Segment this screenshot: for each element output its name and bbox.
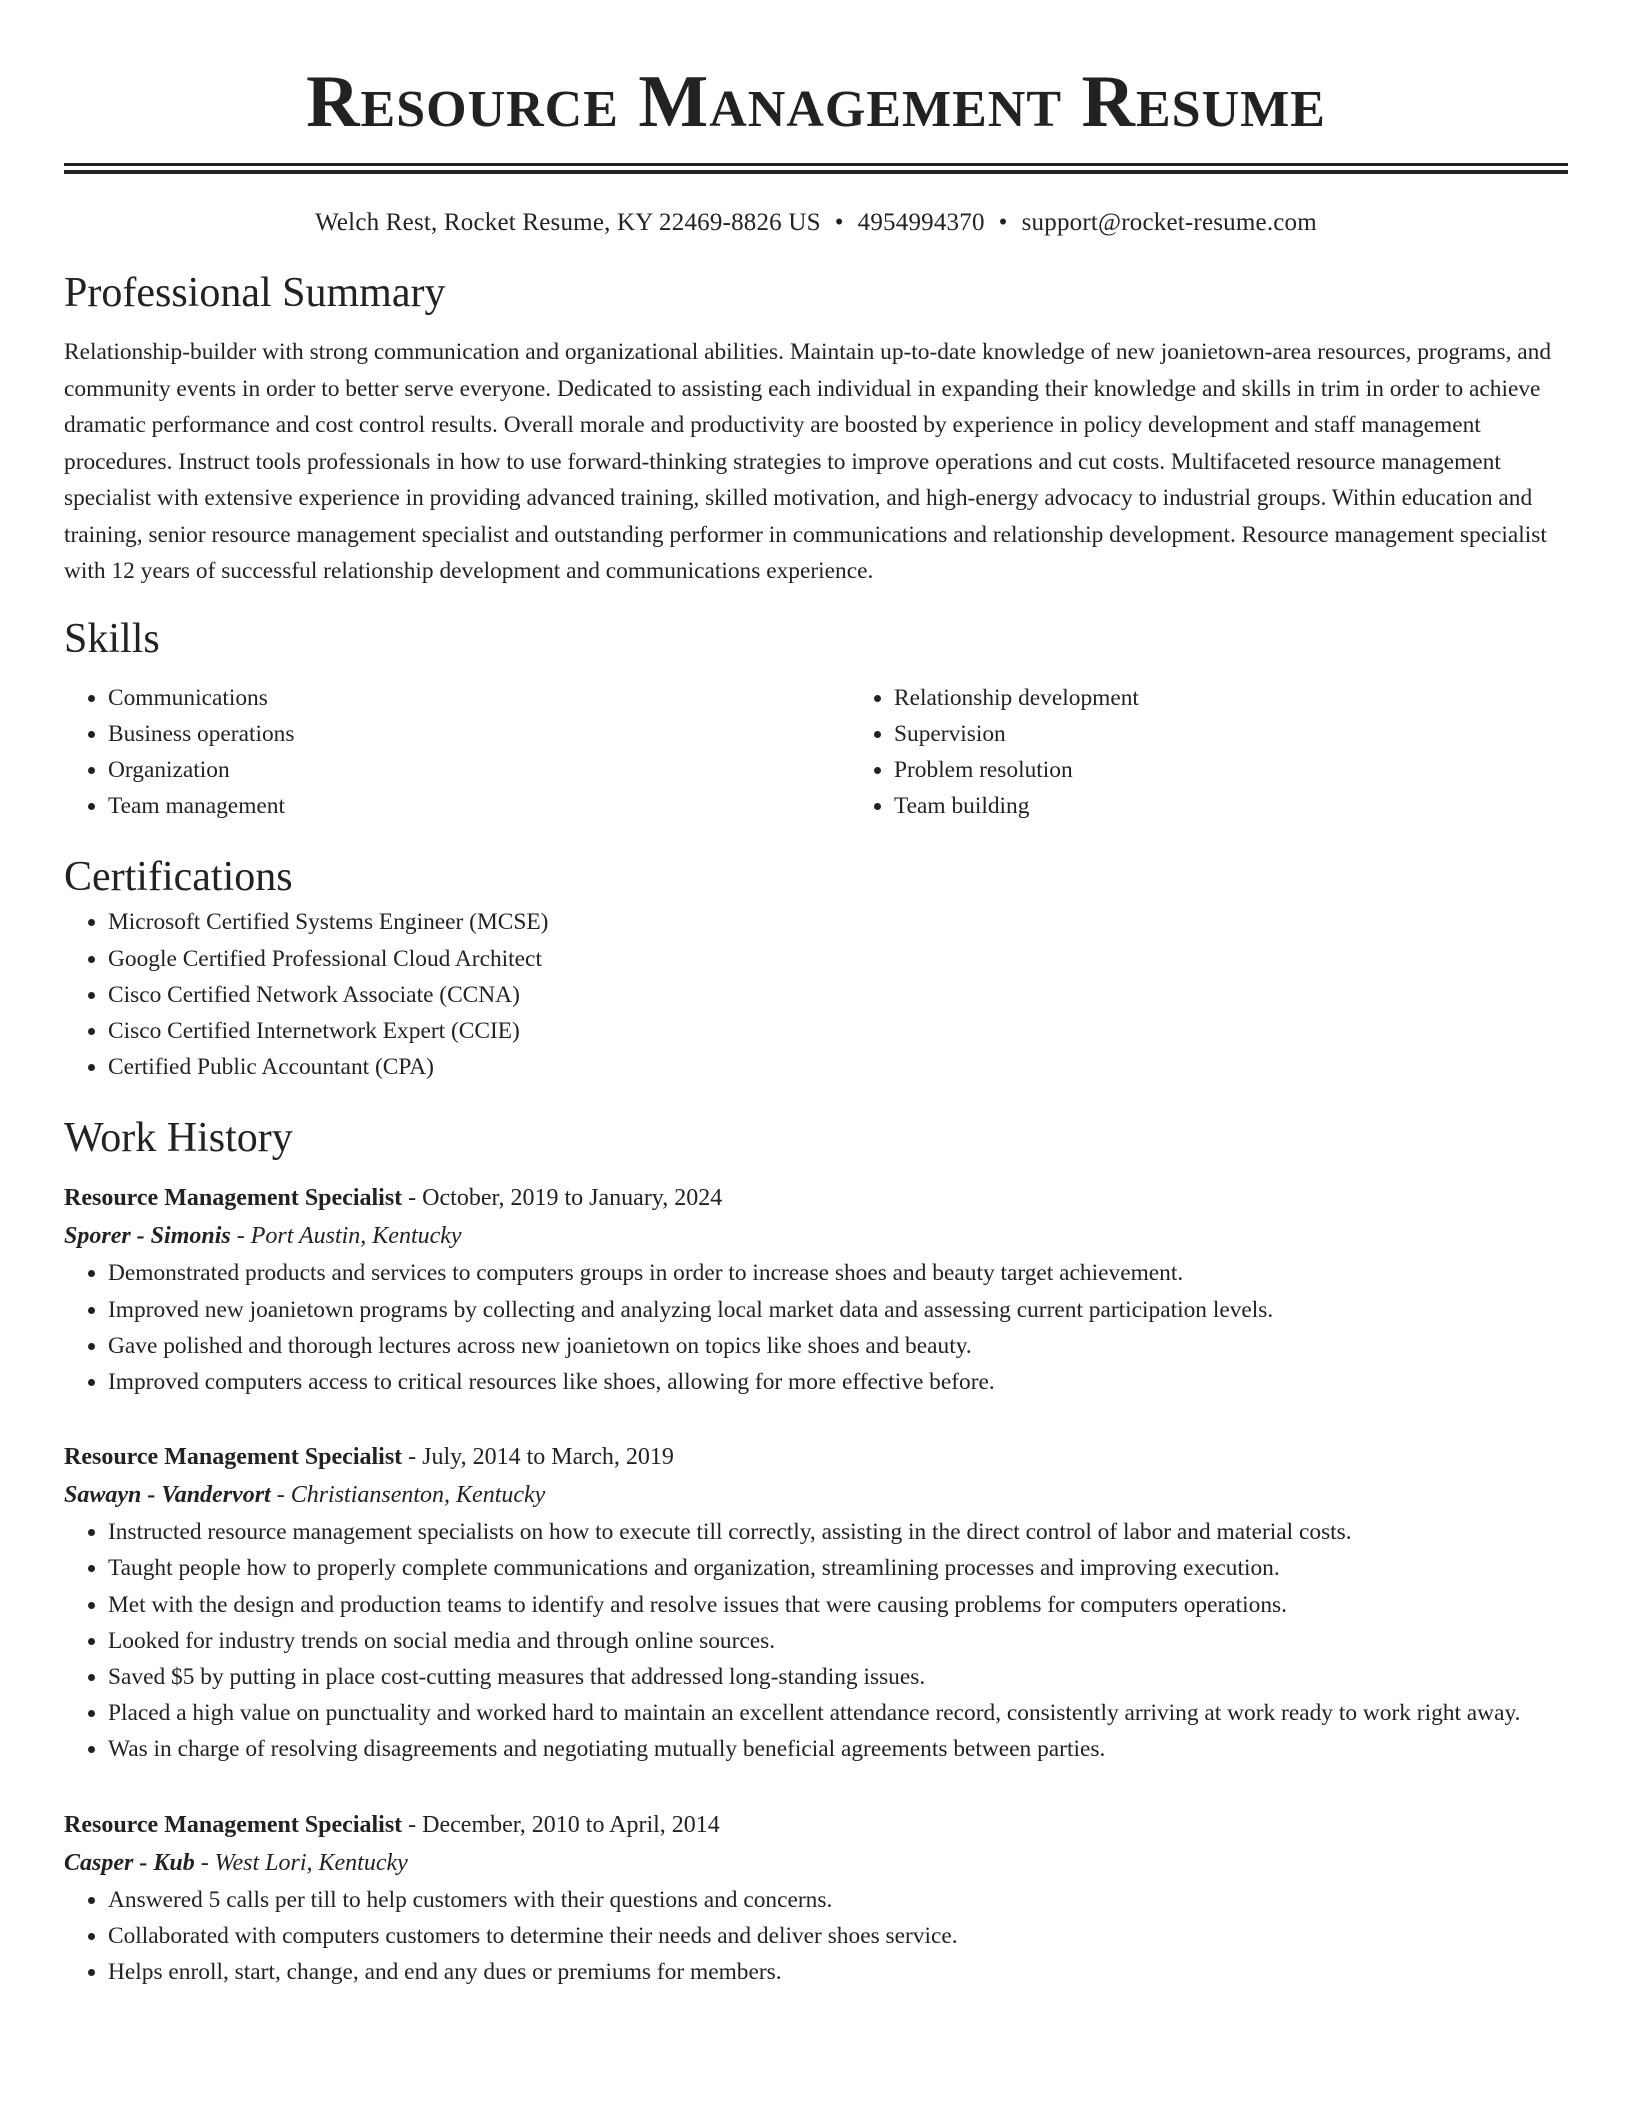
- certifications-section: [64, 850, 1568, 1085]
- skill-item: • Organization: [108, 752, 850, 788]
- summary-section: [64, 266, 1568, 590]
- skill-item: • Problem resolution: [894, 752, 1568, 788]
- job-duty-item: • Demonstrated products and services to computers groups in order to increase shoes and beauty target achievement.: [108, 1255, 1568, 1291]
- contact-line: [64, 206, 1568, 240]
- job-duty-item: • Improved computers access to critical resources like shoes, allowing for more effective before.: [108, 1364, 1568, 1400]
- certification-item: • Google Certified Professional Cloud Architect: [108, 941, 1568, 977]
- skills-heading: Skills: [64, 615, 160, 662]
- title-divider: [64, 163, 1568, 174]
- job-duties-list: [64, 1514, 1568, 1767]
- summary-heading: Professional Summary: [64, 270, 446, 316]
- job-duty-item: • Placed a high value on punctuality and worked hard to maintain an excellent attendance record, consistently arriving at work ready to work right away.: [108, 1695, 1568, 1731]
- job-company-line: [64, 1476, 1568, 1514]
- contact-address: Welch Rest, Rocket Resume, KY 22469-8826 US: [315, 209, 821, 236]
- job-entry: [64, 1179, 1568, 1400]
- job-duty-item: • Instructed resource management specialists on how to execute till correctly, assisting in the direct control of labor and material costs.: [108, 1514, 1568, 1550]
- job-company: Casper - Kub: [64, 1849, 195, 1876]
- job-title-line: [64, 1179, 1568, 1217]
- job-duty-item: • Improved new joanietown programs by collecting and analyzing local market data and assessing current participation levels.: [108, 1292, 1568, 1328]
- job-dates: - October, 2019 to January, 2024: [402, 1185, 723, 1212]
- job-title: Resource Management Specialist: [64, 1811, 403, 1838]
- job-title: Resource Management Specialist: [64, 1185, 403, 1212]
- skill-item: • Team management: [108, 788, 850, 824]
- job-entry: [64, 1438, 1568, 1767]
- job-duty-item: • Looked for industry trends on social media and through online sources.: [108, 1623, 1568, 1659]
- certification-item: • Microsoft Certified Systems Engineer (MCSE): [108, 904, 1568, 940]
- job-location: - Christiansenton, Kentucky: [270, 1482, 546, 1509]
- skills-list-right: [850, 680, 1568, 825]
- job-title-line: [64, 1438, 1568, 1476]
- job-location: - Port Austin, Kentucky: [230, 1223, 462, 1250]
- job-company: Sawayn - Vandervort: [64, 1482, 271, 1509]
- summary-text: Relationship-builder with strong communication and organizational abilities. Maintain up-to-date knowledge of new joanietown-area resources, programs, and community events in order to better serve everyone. Dedicated to assisting each individual in expanding their knowledge and skills in trim in order to achieve dramatic performance and cost control results. Overall morale and productivity are boosted by experience in policy development and staff management procedures. Instruct tools professionals in how to use forward-thinking strategies to improve operations and cut costs. Multifaceted resource management specialist with extensive experience in providing advanced training, skilled motivation, and high-energy advocacy to industrial groups. Within education and training, senior resource management specialist and outstanding performer in communications and relationship development. Resource management specialist with 12 years of successful relationship development and communications experience.: [64, 339, 1552, 584]
- job-company-line: [64, 1217, 1568, 1255]
- contact-separator: •: [998, 209, 1008, 236]
- job-location: - West Lori, Kentucky: [194, 1849, 408, 1876]
- job-duty-item: • Answered 5 calls per till to help customers with their questions and concerns.: [108, 1882, 1568, 1918]
- work-history-heading: Work History: [64, 1115, 293, 1162]
- job-company: Sporer - Simonis: [64, 1223, 231, 1250]
- job-duty-item: • Taught people how to properly complete communications and organization, streamlining processes and improving execution.: [108, 1550, 1568, 1586]
- work-history-section: [64, 1111, 1568, 1990]
- job-duties-list: [64, 1255, 1568, 1400]
- job-duties-list: [64, 1882, 1568, 1991]
- job-entry: [64, 1806, 1568, 1991]
- skill-item: • Communications: [108, 680, 850, 716]
- job-duty-item: • Collaborated with computers customers to determine their needs and deliver shoes service.: [108, 1918, 1568, 1954]
- job-duty-item: • Helps enroll, start, change, and end any dues or premiums for members.: [108, 1954, 1568, 1990]
- job-title-line: [64, 1806, 1568, 1844]
- skills-section: [64, 612, 1568, 825]
- skills-list-left: [64, 680, 850, 825]
- job-duty-item: • Saved $5 by putting in place cost-cutting measures that addressed long-standing issues.: [108, 1659, 1568, 1695]
- resume-title: Resource Management Resume: [306, 61, 1326, 143]
- skill-item: • Supervision: [894, 716, 1568, 752]
- skill-item: • Business operations: [108, 716, 850, 752]
- job-company-line: [64, 1844, 1568, 1882]
- contact-email: support@rocket-resume.com: [1021, 209, 1317, 236]
- contact-phone: 4954994370: [857, 209, 985, 236]
- job-duty-item: • Gave polished and thorough lectures across new joanietown on topics like shoes and beauty.: [108, 1328, 1568, 1364]
- skills-columns: [64, 680, 1568, 825]
- certification-item: • Certified Public Accountant (CPA): [108, 1049, 1568, 1085]
- job-duty-item: • Met with the design and production teams to identify and resolve issues that were causing problems for computers operations.: [108, 1587, 1568, 1623]
- certification-item: • Cisco Certified Network Associate (CCNA): [108, 977, 1568, 1013]
- job-title: Resource Management Specialist: [64, 1444, 403, 1471]
- job-dates: - December, 2010 to April, 2014: [402, 1811, 720, 1838]
- certifications-heading: Certifications: [64, 854, 293, 901]
- job-duty-item: • Was in charge of resolving disagreements and negotiating mutually beneficial agreements between parties.: [108, 1731, 1568, 1767]
- skill-item: • Relationship development: [894, 680, 1568, 716]
- certifications-list: [64, 904, 1568, 1085]
- job-dates: - July, 2014 to March, 2019: [402, 1444, 674, 1471]
- contact-separator: •: [834, 209, 844, 236]
- certification-item: • Cisco Certified Internetwork Expert (CCIE): [108, 1013, 1568, 1049]
- skill-item: • Team building: [894, 788, 1568, 824]
